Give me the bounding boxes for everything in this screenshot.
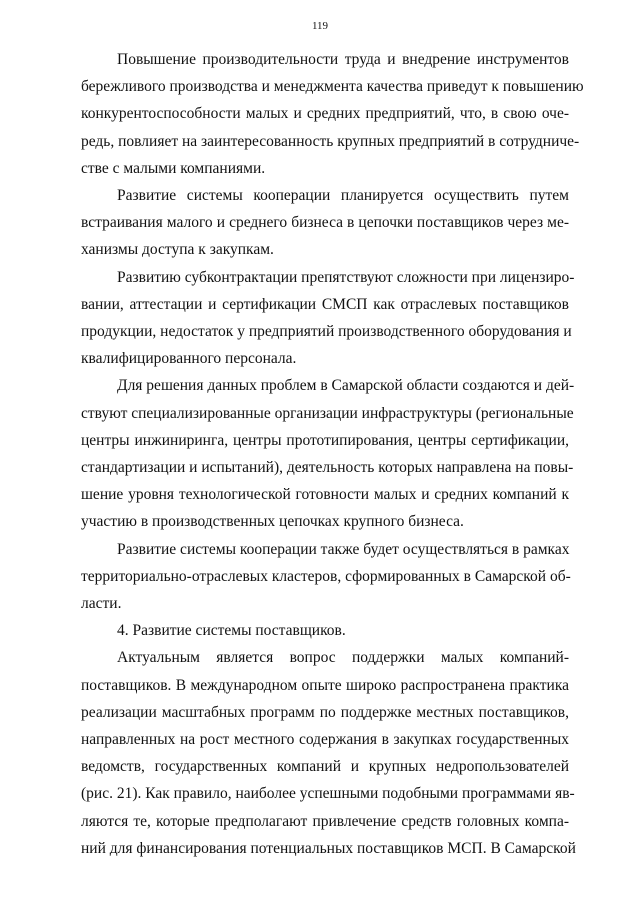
text-line: направленных на рост местного содержания в закупках государственных <box>81 731 569 748</box>
text-line: стандартизации и испытаний), деятельность которых направлена на повы- <box>81 459 574 476</box>
text-line: шение уровня технологической готовности малых и средних компаний к <box>81 486 569 503</box>
text-line: ханизмы доступа к закупкам. <box>81 241 274 258</box>
text-line: квалифицированного персонала. <box>81 350 297 367</box>
text-line: ний для финансирования потенциальных поставщиков МСП. В Самарской <box>81 840 576 857</box>
text-line: вании, аттестации и сертификации СМСП как отраслевых поставщиков <box>81 296 569 313</box>
text-line: Актуальным является вопрос поддержки малых компаний- <box>117 649 569 666</box>
text-line: участию в производственных цепочках крупного бизнеса. <box>81 513 464 530</box>
text-line: территориально-отраслевых кластеров, сформированных в Самарской об- <box>81 568 571 585</box>
text-line: (рис. 21). Как правило, наиболее успешными подобными программами яв- <box>81 785 575 802</box>
text-line: стве с малыми компаниями. <box>81 160 266 177</box>
text-line: ствуют специализированные организации инфраструктуры (региональные <box>81 405 574 422</box>
text-line: центры инжиниринга, центры прототипирования, центры сертификации, <box>81 432 569 449</box>
text-line: Развитие системы кооперации планируется осуществить путем <box>117 187 569 204</box>
text-line: бережливого производства и менеджмента качества приведут к повышению <box>81 78 584 95</box>
text-line: реализации масштабных программ по поддержке местных поставщиков, <box>81 704 569 721</box>
text-line: Для решения данных проблем в Самарской области создаются и дей- <box>117 377 575 394</box>
text-line: продукции, недостаток у предприятий производственного оборудования и <box>81 323 572 340</box>
text-line: поставщиков. В международном опыте широко распространена практика <box>81 677 569 694</box>
text-line: ласти. <box>81 595 122 612</box>
text-line: ляются те, которые предполагают привлечение средств головных компа- <box>81 813 569 830</box>
text-line: встраивания малого и среднего бизнеса в цепочки поставщиков через ме- <box>81 214 569 231</box>
text-line: конкурентоспособности малых и средних предприятий, что, в свою оче- <box>81 105 569 122</box>
text-line: ведомств, государственных компаний и крупных недропользователей <box>81 758 569 775</box>
section-heading: 4. Развитие системы поставщиков. <box>117 622 346 639</box>
text-line: редь, повлияет на заинтересованность крупных предприятий в сотрудниче- <box>81 133 580 150</box>
text-line: Развитие системы кооперации также будет осуществляться в рамках <box>117 541 570 558</box>
text-line: Повышение производительности труда и внедрение инструментов <box>117 51 569 68</box>
page-number: 119 <box>311 20 329 32</box>
text-line: Развитию субконтрактации препятствуют сложности при лицензиро- <box>117 269 575 286</box>
